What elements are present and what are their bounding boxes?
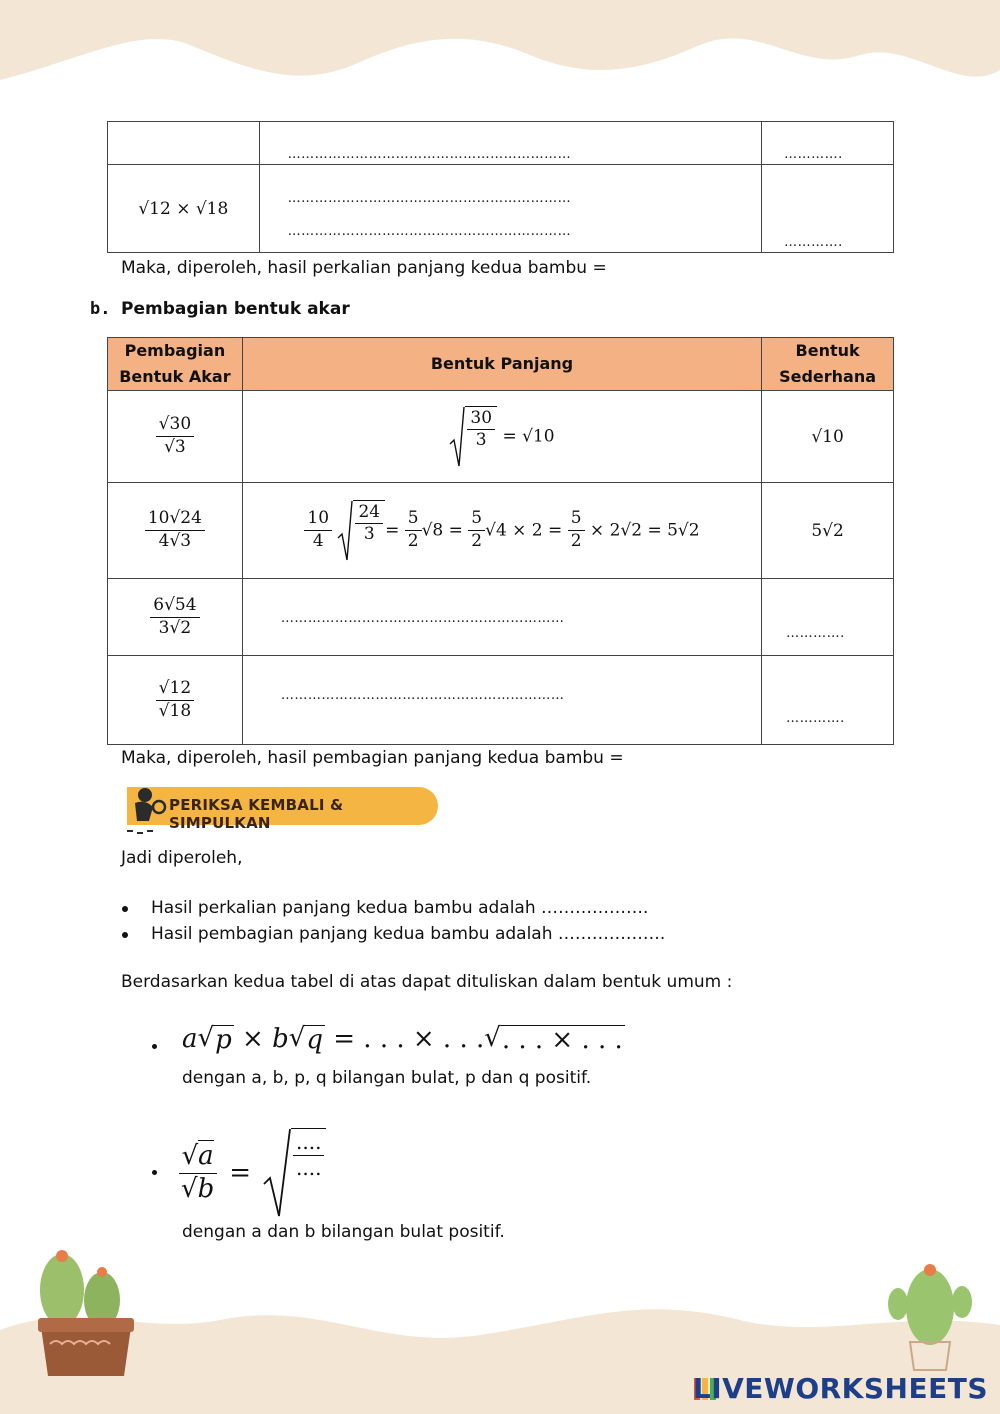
multiplication-table: [107, 121, 894, 253]
table-cell: [108, 483, 243, 579]
fraction: $\frac{√30}{√3}$: [156, 415, 194, 457]
bullet-item: Hasil perkalian panjang kedua bambu adalah ……………….: [151, 898, 649, 918]
table-cell: [108, 656, 243, 745]
cactus-pot-illustration: [32, 1248, 137, 1383]
watermark: LIVEWORKSHEETS: [692, 1372, 988, 1405]
answer-blank[interactable]: ………….: [784, 147, 843, 162]
multiplication-conclusion: Maka, diperoleh, hasil perkalian panjang kedua bambu =: [121, 258, 607, 278]
answer-blank[interactable]: ………….: [786, 626, 845, 641]
table-cell: [108, 579, 243, 656]
column-header: Pembagian Bentuk Akar: [108, 338, 243, 391]
radical: $\frac{24}{3}$: [337, 500, 385, 562]
radical: $\frac{30}{3}$: [449, 406, 497, 468]
bullet-icon: [152, 1044, 157, 1049]
table-cell: $\frac{30}{3}$ = √10: [242, 391, 761, 483]
cactus-illustration: [880, 1262, 980, 1372]
answer-blank[interactable]: ………….: [784, 235, 843, 250]
fraction: $\frac{√12}{√18}$: [156, 679, 194, 721]
fraction: $\frac{6√54}{3√2}$: [150, 596, 199, 638]
formula1-note: dengan a, b, p, q bilangan bulat, p dan q positif.: [182, 1068, 592, 1088]
top-wave-decoration: [0, 0, 1000, 110]
answer-blank[interactable]: ………….: [786, 711, 845, 726]
fraction: $\frac{10√24}{4√3}$: [145, 509, 205, 551]
table-cell: √10: [762, 391, 894, 483]
answer-blank[interactable]: ………………………………………………………: [280, 688, 565, 703]
bullet-icon: [152, 1170, 157, 1175]
answer-blank[interactable]: ………………………………………………………: [280, 611, 565, 626]
division-formula: $\frac{√a}{√b}$ = $\frac{....}{....}$: [178, 1128, 326, 1218]
bullet-icon: [122, 906, 128, 912]
division-conclusion: Maka, diperoleh, hasil pembagian panjang kedua bambu =: [121, 748, 624, 768]
bullet-item: Hasil pembagian panjang kedua bambu adalah ……………….: [151, 924, 666, 944]
table-cell: [762, 165, 894, 253]
detective-icon: [121, 785, 169, 837]
answer-blank[interactable]: ………………………………………………………: [287, 223, 572, 239]
section-b-marker: b.: [90, 299, 111, 319]
table-cell: [762, 579, 894, 656]
answer-blank[interactable]: ………………………………………………………: [287, 190, 572, 206]
multiplication-formula: a √ p × b √ q = . . . × . . . √ . . . × . . .: [182, 1023, 623, 1056]
table-cell: [108, 122, 260, 165]
table-cell: [242, 656, 761, 745]
section-b-heading: Pembagian bentuk akar: [121, 299, 350, 319]
table-cell: [108, 391, 243, 483]
column-header: Bentuk Sederhana: [762, 338, 894, 391]
answer-blank[interactable]: ………………………………………………………: [287, 147, 572, 162]
check-conclude-banner: PERIKSA KEMBALI & SIMPULKAN: [121, 785, 438, 828]
summary-intro: Jadi diperoleh,: [121, 848, 243, 868]
expression: √12 × √18: [138, 198, 229, 219]
formula2-note: dengan a dan b bilangan bulat positif.: [182, 1222, 505, 1242]
general-form-intro: Berdasarkan kedua tabel di atas dapat dituliskan dalam bentuk umum :: [121, 972, 733, 992]
bullet-icon: [122, 932, 128, 938]
table-cell: [259, 165, 761, 253]
table-cell: [762, 122, 894, 165]
table-cell: [108, 165, 260, 253]
column-header: Bentuk Panjang: [242, 338, 761, 391]
table-cell: [259, 122, 761, 165]
table-cell: [762, 656, 894, 745]
division-table: [107, 337, 894, 745]
table-cell: $\frac{10}{4}$ $\frac{24}{3}$ = $\frac{5}{2}$ √8 = $\frac{5}{2}$ √4 × 2 = $\frac{5}{2}$ × 2√2 = 5√2: [242, 483, 761, 579]
table-cell: [242, 579, 761, 656]
table-cell: 5√2: [762, 483, 894, 579]
